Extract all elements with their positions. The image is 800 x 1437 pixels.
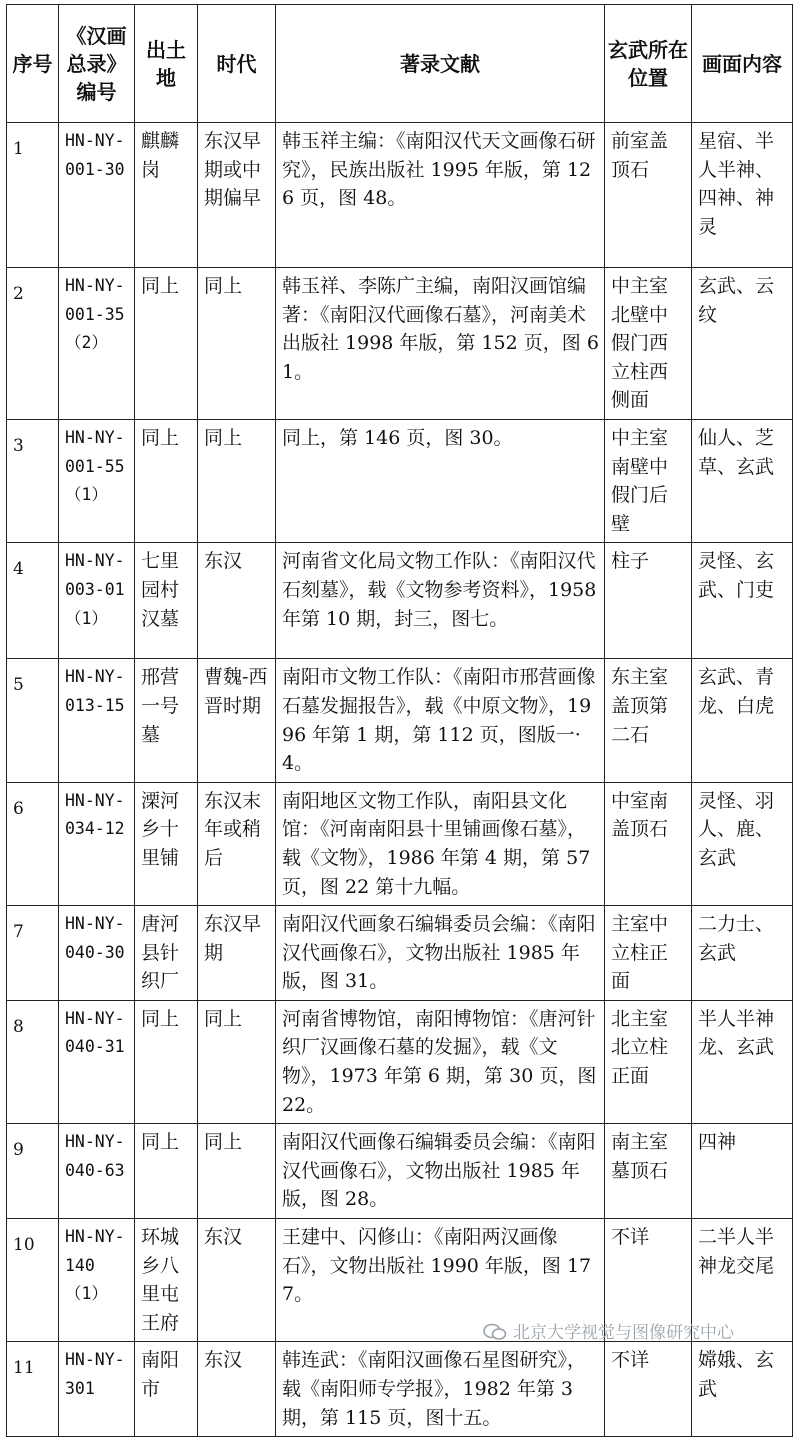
- content-cell: 二力士、玄武: [692, 906, 793, 1001]
- watermark: [483, 1318, 734, 1343]
- position-cell: 中主室南壁中假门后壁: [605, 419, 692, 542]
- watermark-text: 北京大学视觉与图像研究中心: [513, 1323, 734, 1343]
- header-catalog-code: 《汉画总录》编号: [59, 5, 135, 123]
- header-reference: 著录文献: [276, 5, 605, 123]
- table-row: [7, 1342, 793, 1437]
- reference-cell: 同上，第 146 页，图 30。: [276, 419, 605, 542]
- position-cell: 东主室盖顶第二石: [605, 659, 692, 782]
- serial-cell: 3: [7, 419, 59, 542]
- table-row: [7, 659, 793, 782]
- catalog-code-cell: HN-NY-040-31: [59, 1000, 135, 1123]
- content-cell: 灵怪、玄武、门吏: [692, 543, 793, 659]
- era-cell: 东汉末年或稍后: [198, 782, 276, 905]
- catalog-code-cell: HN-NY-034-12: [59, 782, 135, 905]
- reference-cell: 河南省博物馆，南阳博物馆：《唐河针织厂汉画像石墓的发掘》，载《文物》，1973 年第 6 期，第 30 页，图 22。: [276, 1000, 605, 1123]
- site-cell: 环城乡八里屯王府: [135, 1219, 198, 1342]
- serial-cell: 1: [7, 123, 59, 268]
- table-row: [7, 268, 793, 420]
- content-cell: 玄武、云纹: [692, 268, 793, 420]
- position-cell: 中室南盖顶石: [605, 782, 692, 905]
- content-cell: 星宿、半人半神、四神、神灵: [692, 123, 793, 268]
- reference-cell: 南阳汉代画象石编辑委员会编：《南阳汉代画像石》，文物出版社 1985 年版，图 31。: [276, 906, 605, 1001]
- site-cell: 七里园村汉墓: [135, 543, 198, 659]
- era-cell: 同上: [198, 1000, 276, 1123]
- content-cell: 灵怪、羽人、鹿、玄武: [692, 782, 793, 905]
- content-cell: 二半人半神龙交尾: [692, 1219, 793, 1342]
- serial-cell: 5: [7, 659, 59, 782]
- era-cell: 东汉: [198, 1342, 276, 1437]
- serial-cell: 9: [7, 1124, 59, 1219]
- catalog-code-cell: HN-NY-301: [59, 1342, 135, 1437]
- content-cell: 半人半神龙、玄武: [692, 1000, 793, 1123]
- site-cell: 同上: [135, 1000, 198, 1123]
- reference-cell: 河南省文化局文物工作队：《南阳汉代石刻墓》，载《文物参考资料》，1958 年第 10 期，封三，图七。: [276, 543, 605, 659]
- header-row: [7, 5, 793, 123]
- reference-cell: 韩玉祥、李陈广主编，南阳汉画馆编著：《南阳汉代画像石墓》，河南美术出版社 1998 年版，第 152 页，图 61。: [276, 268, 605, 420]
- header-serial: 序号: [7, 5, 59, 123]
- header-content: 画面内容: [692, 5, 793, 123]
- serial-cell: 6: [7, 782, 59, 905]
- position-cell: 主室中立柱正面: [605, 906, 692, 1001]
- table-row: [7, 123, 793, 268]
- header-era: 时代: [198, 5, 276, 123]
- position-cell: 柱子: [605, 543, 692, 659]
- position-cell: 中主室北壁中假门西立柱西侧面: [605, 268, 692, 420]
- site-cell: 同上: [135, 268, 198, 420]
- table-row: [7, 543, 793, 659]
- content-cell: 四神: [692, 1124, 793, 1219]
- era-cell: 东汉: [198, 543, 276, 659]
- catalog-code-cell: HN-NY-013-15: [59, 659, 135, 782]
- catalog-code-cell: HN-NY-040-30: [59, 906, 135, 1001]
- reference-cell: 南阳地区文物工作队，南阳县文化馆：《河南南阳县十里铺画像石墓》，载《文物》，1986 年第 4 期，第 57 页，图 22 第十九幅。: [276, 782, 605, 905]
- content-cell: 玄武、青龙、白虎: [692, 659, 793, 782]
- era-cell: 同上: [198, 419, 276, 542]
- position-cell: 南主室墓顶石: [605, 1124, 692, 1219]
- serial-cell: 10: [7, 1219, 59, 1342]
- site-cell: 同上: [135, 419, 198, 542]
- serial-cell: 8: [7, 1000, 59, 1123]
- era-cell: 东汉: [198, 1219, 276, 1342]
- era-cell: 同上: [198, 268, 276, 420]
- table-row: [7, 782, 793, 905]
- content-cell: 仙人、芝草、玄武: [692, 419, 793, 542]
- reference-cell: 韩玉祥主编：《南阳汉代天文画像石研究》，民族出版社 1995 年版，第 126 页，图 48。: [276, 123, 605, 268]
- table-row: [7, 1000, 793, 1123]
- site-cell: 同上: [135, 1124, 198, 1219]
- catalog-table: [6, 4, 793, 1437]
- wechat-icon: [483, 1323, 507, 1341]
- catalog-code-cell: HN-NY-040-63: [59, 1124, 135, 1219]
- header-site: 出土地: [135, 5, 198, 123]
- position-cell: 北主室北立柱正面: [605, 1000, 692, 1123]
- position-cell: 前室盖顶石: [605, 123, 692, 268]
- catalog-code-cell: HN-NY-001-35（2）: [59, 268, 135, 420]
- serial-cell: 2: [7, 268, 59, 420]
- catalog-code-cell: HN-NY-003-01（1）: [59, 543, 135, 659]
- catalog-code-cell: HN-NY-001-30: [59, 123, 135, 268]
- reference-cell: 南阳市文物工作队：《南阳市邢营画像石墓发掘报告》，载《中原文物》，1996 年第 1 期，第 112 页，图版一·4。: [276, 659, 605, 782]
- table-row: [7, 419, 793, 542]
- era-cell: 东汉早期或中期偏早: [198, 123, 276, 268]
- content-cell: 嫦娥、玄武: [692, 1342, 793, 1437]
- site-cell: 唐河县针织厂: [135, 906, 198, 1001]
- serial-cell: 11: [7, 1342, 59, 1437]
- era-cell: 曹魏-西晋时期: [198, 659, 276, 782]
- reference-cell: 王建中、闪修山：《南阳两汉画像石》，文物出版社 1990 年版，图 177。: [276, 1219, 605, 1342]
- serial-cell: 4: [7, 543, 59, 659]
- catalog-code-cell: HN-NY-140（1）: [59, 1219, 135, 1342]
- site-cell: 麒麟岗: [135, 123, 198, 268]
- catalog-code-cell: HN-NY-001-55（1）: [59, 419, 135, 542]
- era-cell: 同上: [198, 1124, 276, 1219]
- reference-cell: 韩连武：《南阳汉画像石星图研究》，载《南阳师专学报》，1982 年第 3 期，第 115 页，图十五。: [276, 1342, 605, 1437]
- site-cell: 南阳市: [135, 1342, 198, 1437]
- reference-cell: 南阳汉代画像石编辑委员会编：《南阳汉代画像石》，文物出版社 1985 年版，图 28。: [276, 1124, 605, 1219]
- site-cell: 溧河乡十里铺: [135, 782, 198, 905]
- table-row: [7, 906, 793, 1001]
- header-position: 玄武所在位置: [605, 5, 692, 123]
- position-cell: 不详: [605, 1342, 692, 1437]
- position-cell: 不详: [605, 1219, 692, 1342]
- site-cell: 邢营一号墓: [135, 659, 198, 782]
- era-cell: 东汉早期: [198, 906, 276, 1001]
- table-row: [7, 1124, 793, 1219]
- serial-cell: 7: [7, 906, 59, 1001]
